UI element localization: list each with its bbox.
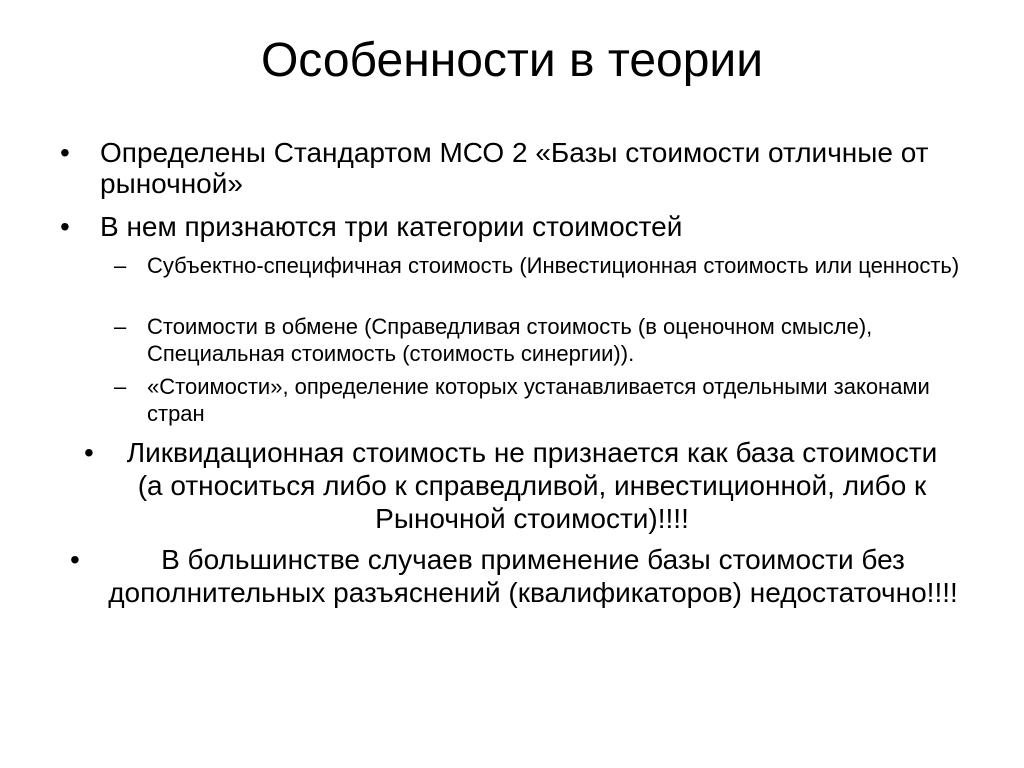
dash-marker: – [114, 253, 127, 278]
bullet-text: Определены Стандартом МСО 2 «Базы стоимости отличные от рыночной» [100, 137, 929, 199]
slide-title: Особенности в теории [260, 34, 764, 87]
sub-bullet-item-2 [114, 313, 974, 367]
bullet-item-1 [60, 137, 960, 199]
sub-bullet-text: «Стоимости», определение которых устанавливается отдельными законами стран [147, 374, 930, 426]
bullet-item-3 [84, 436, 952, 535]
bullet-item-2 [60, 211, 960, 242]
sub-bullet-item-3 [114, 373, 974, 427]
dash-marker: – [114, 374, 127, 399]
bullet-marker: • [60, 211, 70, 242]
bullet-marker: • [70, 544, 80, 575]
sub-bullet-item-1 [114, 252, 974, 279]
bullet-marker: • [60, 137, 70, 168]
dash-marker: – [114, 314, 127, 339]
bullet-item-4 [70, 543, 968, 609]
sub-bullet-text: Стоимости в обмене (Справедливая стоимость (в оценочном смысле), Специальная стоимость (стоимость синергии)). [147, 314, 873, 366]
bullet-text: Ликвидационная стоимость не признается как база стоимости (а относиться либо к справедливой, инвестиционной, либо к Рыночной стоимости)!!!! [126, 437, 938, 534]
bullet-text: В нем признаются три категории стоимостей [100, 211, 683, 242]
bullet-text: В большинстве случаев применение базы стоимости без дополнительных разъяснений (квалификаторов) недостаточно!!!! [108, 544, 958, 608]
bullet-marker: • [84, 437, 94, 468]
sub-bullet-text: Субъектно-специфичная стоимость (Инвестиционная стоимость или ценность) [147, 253, 960, 278]
